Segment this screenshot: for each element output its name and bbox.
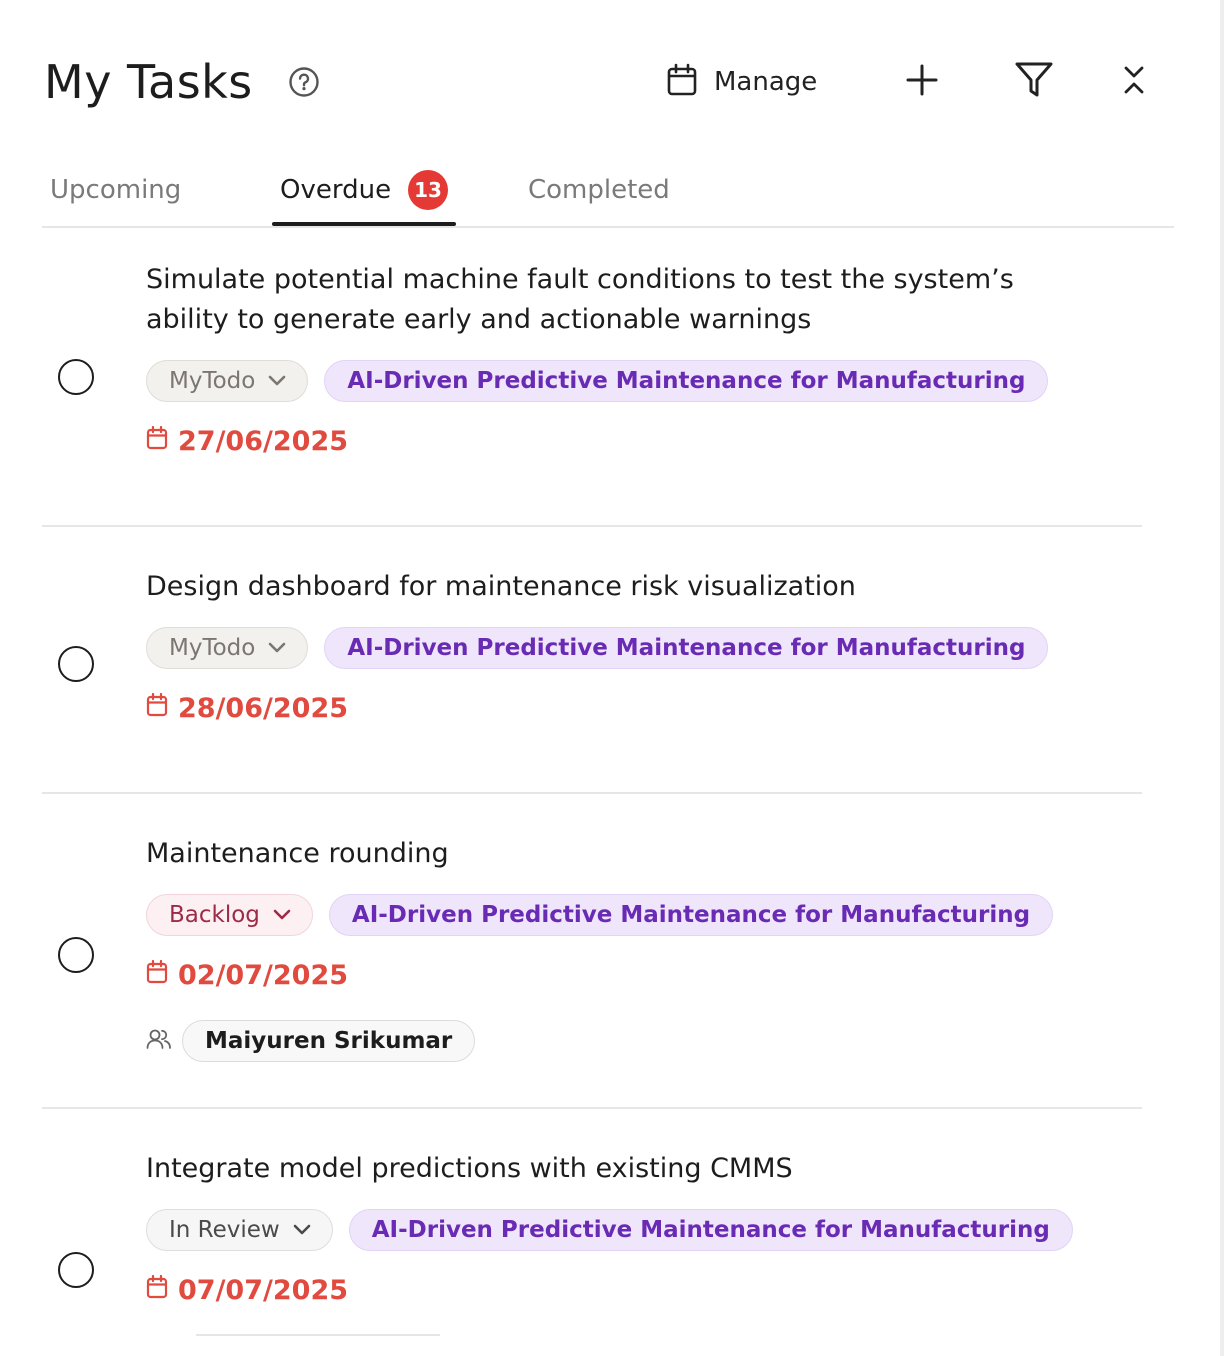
status-label: MyTodo	[169, 368, 256, 394]
calendar-icon	[146, 426, 168, 457]
task-title: Simulate potential machine fault conditions to test the system’s ability to generate early and actionable warnings	[146, 264, 1014, 335]
tab-upcoming[interactable]: Upcoming	[50, 175, 182, 205]
task-status-dropdown[interactable]	[146, 360, 308, 402]
task-assignees	[146, 1020, 475, 1062]
tab-overdue[interactable]: Overdue	[280, 175, 392, 205]
task-item[interactable]	[42, 527, 1142, 794]
add-task-button[interactable]	[900, 60, 944, 104]
task-due-date	[146, 960, 348, 991]
panel-edge	[1220, 0, 1224, 1356]
due-date-text: 27/06/2025	[178, 426, 349, 457]
filter-button[interactable]	[1012, 60, 1056, 104]
assignee-chip[interactable]: Maiyuren Srikumar	[182, 1020, 475, 1062]
task-title: Integrate model predictions with existing CMMS	[146, 1153, 793, 1184]
calendar-icon	[146, 960, 168, 991]
manage-label: Manage	[714, 67, 818, 97]
due-date-text: 07/07/2025	[178, 1275, 349, 1306]
calendar-icon	[146, 693, 168, 724]
filter-icon	[1014, 61, 1054, 103]
task-complete-checkbox[interactable]	[58, 359, 94, 395]
task-due-date	[146, 1275, 348, 1306]
due-date-text: 28/06/2025	[178, 693, 349, 724]
task-complete-checkbox[interactable]	[58, 937, 94, 973]
partial-divider	[196, 1334, 440, 1336]
calendar-icon	[146, 1275, 168, 1306]
question-circle-icon[interactable]	[288, 66, 320, 98]
task-complete-checkbox[interactable]	[58, 646, 94, 682]
task-status-dropdown[interactable]	[146, 1209, 333, 1251]
task-status-dropdown[interactable]	[146, 894, 313, 936]
users-icon	[146, 1028, 172, 1054]
overdue-count-badge: 13	[408, 170, 448, 210]
chevron-down-icon	[267, 635, 287, 661]
task-status-dropdown[interactable]	[146, 627, 308, 669]
page-title: My Tasks	[44, 55, 253, 109]
task-title: Maintenance rounding	[146, 838, 449, 869]
plus-icon	[906, 64, 938, 100]
status-label: In Review	[169, 1217, 280, 1243]
task-complete-checkbox[interactable]	[58, 1252, 94, 1288]
manage-button[interactable]	[666, 60, 817, 104]
task-due-date	[146, 693, 348, 724]
chevron-down-icon	[272, 902, 292, 928]
task-item[interactable]	[42, 794, 1142, 1109]
task-project-tag[interactable]: AI-Driven Predictive Maintenance for Manufacturing	[329, 894, 1053, 936]
task-project-tag[interactable]: AI-Driven Predictive Maintenance for Manufacturing	[324, 360, 1048, 402]
task-project-tag[interactable]: AI-Driven Predictive Maintenance for Manufacturing	[349, 1209, 1073, 1251]
task-title: Design dashboard for maintenance risk visualization	[146, 571, 856, 602]
chevron-down-icon	[267, 368, 287, 394]
due-date-text: 02/07/2025	[178, 960, 349, 991]
status-label: MyTodo	[169, 635, 256, 661]
task-item[interactable]	[42, 1109, 1142, 1356]
task-item[interactable]	[42, 228, 1142, 527]
status-label: Backlog	[169, 902, 260, 928]
task-project-tag[interactable]: AI-Driven Predictive Maintenance for Manufacturing	[324, 627, 1048, 669]
task-due-date	[146, 426, 348, 457]
calendar-icon	[666, 63, 698, 101]
collapse-icon	[1122, 64, 1146, 100]
collapse-button[interactable]	[1112, 60, 1156, 104]
chevron-down-icon	[292, 1217, 312, 1243]
tab-completed[interactable]: Completed	[528, 175, 670, 205]
